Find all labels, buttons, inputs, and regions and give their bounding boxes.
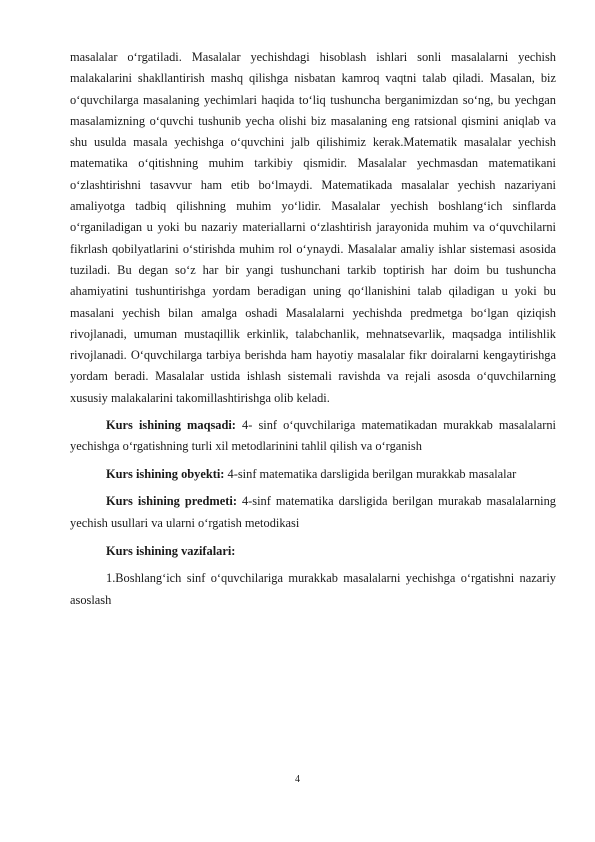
page-number: 4 bbox=[295, 774, 300, 785]
goal-paragraph bbox=[70, 415, 556, 458]
object-text: 4-sinf matematika darsligida berilgan murakkab masalalar bbox=[224, 466, 517, 481]
task-item-1-text: 1.Boshlang‘ich sinf o‘quvchilariga murakkab masalalarni yechishga o‘rgatishni nazariy asoslash bbox=[70, 571, 556, 607]
object-paragraph bbox=[70, 464, 556, 485]
goal-label: Kurs ishining maqsadi: bbox=[106, 417, 236, 432]
tasks-heading bbox=[70, 541, 556, 562]
task-item-1 bbox=[70, 568, 556, 611]
object-label: Kurs ishining obyekti: bbox=[106, 466, 225, 481]
subject-label: Kurs ishining predmeti: bbox=[106, 494, 237, 509]
intro-paragraph: masalalar o‘rgatiladi. Masalalar yechishdagi hisoblash ishlari sonli masalalarni yechish malakalarini shakllantirish mashq qilishga nisbatan kamroq vaqtni talab qiladi. Masalan, biz o‘quvchilarga masalaning yechimlari haqida to‘liq tushuncha berganimizdan so‘ng, bu yechgan masalamizning o‘quvchi tushunib yecha olishi biz masalaning eng ratsional qismini aniqlab va shu usulda masala yechishga o‘quvchini jalb qilishimiz kerak.Matematik masalalar yechish matematika o‘qitishning muhim tarkibiy qismidir. Masalalar yechmasdan matematikani o‘zlashtirishni tasavvur ham etib bo‘lmaydi. Matematikada masalalar yechish nazariyani amaliyotga tadbiq qilishning muhim yo‘lidir. Masalalar yechish boshlang‘ich sinflarda o‘rganiladigan u yoki bu nazariy materiallarni o‘zlashtirish jarayonida muhim va o‘quvchilarni fikrlash qobilyatlarini o‘stirishda muhim rol o‘ynaydi. Masalalar amaliy ishlar sistemasi asosida tuziladi. Bu degan so‘z har bir yangi tushunchani tarkib toptirish har doim bu tushuncha ahamiyatini tushuntirishga yordam beradigan uning qo‘llanishini talab qiladigan u yoki bu masalani yechish bilan amalga oshadi Masalalarni yechishda predmetga bo‘lgan qiziqish rivojlanadi, umuman mustaqillik erkinlik, talabchanlik, mehnatsevarlik, maqsadga intilishlik rivojlanadi. O‘quvchilarga tarbiya berishda ham hayotiy masalalar fikr doiralarni kengaytirishga yordam beradi. Masalalar ustida ishlash sistemali ravishda va rejali asosda o‘quvchilarning xususiy malakalarini takomillashtirishga olib keladi. bbox=[70, 50, 556, 405]
goal-text: 4- sinf o‘quvchilariga matematikadan murakkab masalalarni yechishga o‘rgatishning turli xil metodlarinini tahlil qilish va o‘rganish bbox=[70, 417, 556, 453]
document-page bbox=[70, 47, 556, 617]
subject-paragraph bbox=[70, 491, 556, 534]
subject-text: 4-sinf matematika darsligida berilgan murakab masalalarning yechish usullari va ularni o‘rgatish metodikasi bbox=[70, 494, 556, 530]
tasks-label: Kurs ishining vazifalari: bbox=[106, 543, 236, 558]
